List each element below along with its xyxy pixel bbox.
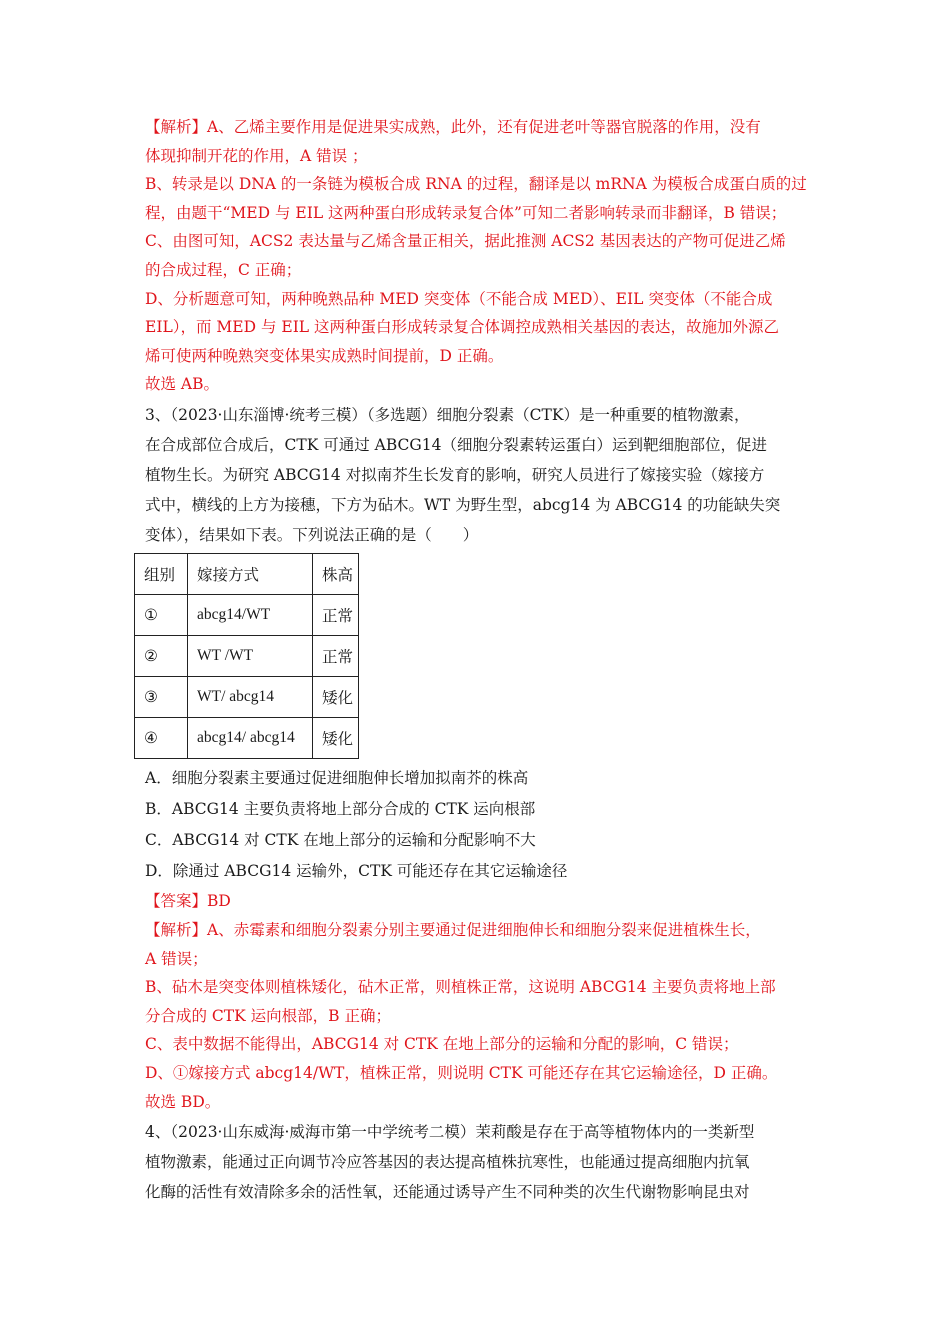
table-header-cell: 株高 [313,554,359,595]
table-row [135,718,359,759]
question-3-line-2: 在合成部位合成后，CTK 可通过 ABCG14（细胞分裂素转运蛋白）运到靶细胞部位，促进 [145,436,767,454]
analysis-q2-line-10: 故选 AB。 [145,375,220,393]
analysis-q2-line-5: C、由图可知，ACS2 表达量与乙烯含量正相关，据此推测 ACS2 基因表达的产物可促进乙烯 [145,232,786,250]
table-row [135,677,359,718]
table-cell: ① [135,595,188,636]
analysis-q3-line-4: 分合成的 CTK 运向根部，B 正确； [145,1007,391,1025]
table-cell: ④ [135,718,188,759]
analysis-q2-line-1: 【解析】A、乙烯主要作用是促进果实成熟，此外，还有促进老叶等器官脱落的作用，没有 [145,118,761,136]
table-cell: ③ [135,677,188,718]
table-row [135,636,359,677]
table-cell: ② [135,636,188,677]
table-cell: WT /WT [188,636,313,677]
analysis-q2-line-8: EIL），而 MED 与 EIL 这两种蛋白形成转录复合体调控成熟相关基因的表达，故施加外源乙 [145,318,780,336]
analysis-q2-line-6: 的合成过程，C 正确； [145,261,302,279]
option-b: B．ABCG14 主要负责将地上部分合成的 CTK 运向根部 [145,800,536,818]
analysis-q3-line-2: A 错误； [145,950,208,968]
table-header-cell: 嫁接方式 [188,554,313,595]
analysis-q2-line-3: B、转录是以 DNA 的一条链为模板合成 RNA 的过程，翻译是以 mRNA 为模板合成蛋白质的过 [145,175,807,193]
analysis-q2-line-7: D、分析题意可知，两种晚熟品种 MED 突变体（不能合成 MED）、EIL 突变体（不能合成 [145,290,773,308]
table-header-row [135,554,359,595]
table-cell: 矮化 [313,718,359,759]
analysis-q2-line-4: 程，由题干“MED 与 EIL 这两种蛋白形成转录复合体”可知二者影响转录而非翻译，B 错误； [145,204,787,222]
question-4-line-3: 化酶的活性有效清除多余的活性氧，还能通过诱导产生不同种类的次生代谢物影响昆虫对 [145,1183,750,1201]
grafting-table [134,553,359,759]
option-d: D．除通过 ABCG14 运输外，CTK 可能还存在其它运输途径 [145,862,568,880]
question-4-line-1: 4、（2023·山东威海·威海市第一中学统考二模）茉莉酸是存在于高等植物体内的一类新型 [145,1123,755,1141]
table-cell: 矮化 [313,677,359,718]
analysis-q3-line-5: C、表中数据不能得出，ABCG14 对 CTK 在地上部分的运输和分配的影响，C 错误； [145,1035,739,1053]
question-3-line-3: 植物生长。为研究 ABCG14 对拟南芥生长发育的影响，研究人员进行了嫁接实验（嫁接方 [145,466,765,484]
table-header-cell: 组别 [135,554,188,595]
table-cell: 正常 [313,595,359,636]
table-cell: abcg14/ abcg14 [188,718,313,759]
option-c: C．ABCG14 对 CTK 在地上部分的运输和分配影响不大 [145,831,536,849]
analysis-q3-line-3: B、砧木是突变体则植株矮化，砧木正常，则植株正常，这说明 ABCG14 主要负责将地上部 [145,978,776,996]
table-cell: abcg14/WT [188,595,313,636]
answer-q3: 【答案】BD [145,892,231,910]
analysis-q3-line-1: 【解析】A、赤霉素和细胞分裂素分别主要通过促进细胞伸长和细胞分裂来促进植株生长， [145,921,761,939]
analysis-q3-line-7: 故选 BD。 [145,1093,221,1111]
table-cell: 正常 [313,636,359,677]
table-row [135,595,359,636]
analysis-q2-line-9: 烯可使两种晚熟突变体果实成熟时间提前，D 正确。 [145,347,504,365]
question-3-line-4: 式中，横线的上方为接穗，下方为砧木。WT 为野生型，abcg14 为 ABCG14 的功能缺失突 [145,496,781,514]
analysis-q2-line-2: 体现抑制开花的作用，A 错误 ； [145,147,368,165]
question-3-line-1: 3、（2023·山东淄博·统考三模）（多选题）细胞分裂素（CTK）是一种重要的植物激素， [145,406,750,424]
question-3-line-5: 变体），结果如下表。下列说法正确的是（ ） [145,526,479,544]
question-4-line-2: 植物激素，能通过正向调节冷应答基因的表达提高植株抗寒性，也能通过提高细胞内抗氧 [145,1153,750,1171]
analysis-q3-line-6: D、①嫁接方式 abcg14/WT，植株正常，则说明 CTK 可能还存在其它运输途径，D 正确。 [145,1064,778,1082]
option-a: A．细胞分裂素主要通过促进细胞伸长增加拟南芥的株高 [145,769,529,787]
table-cell: WT/ abcg14 [188,677,313,718]
